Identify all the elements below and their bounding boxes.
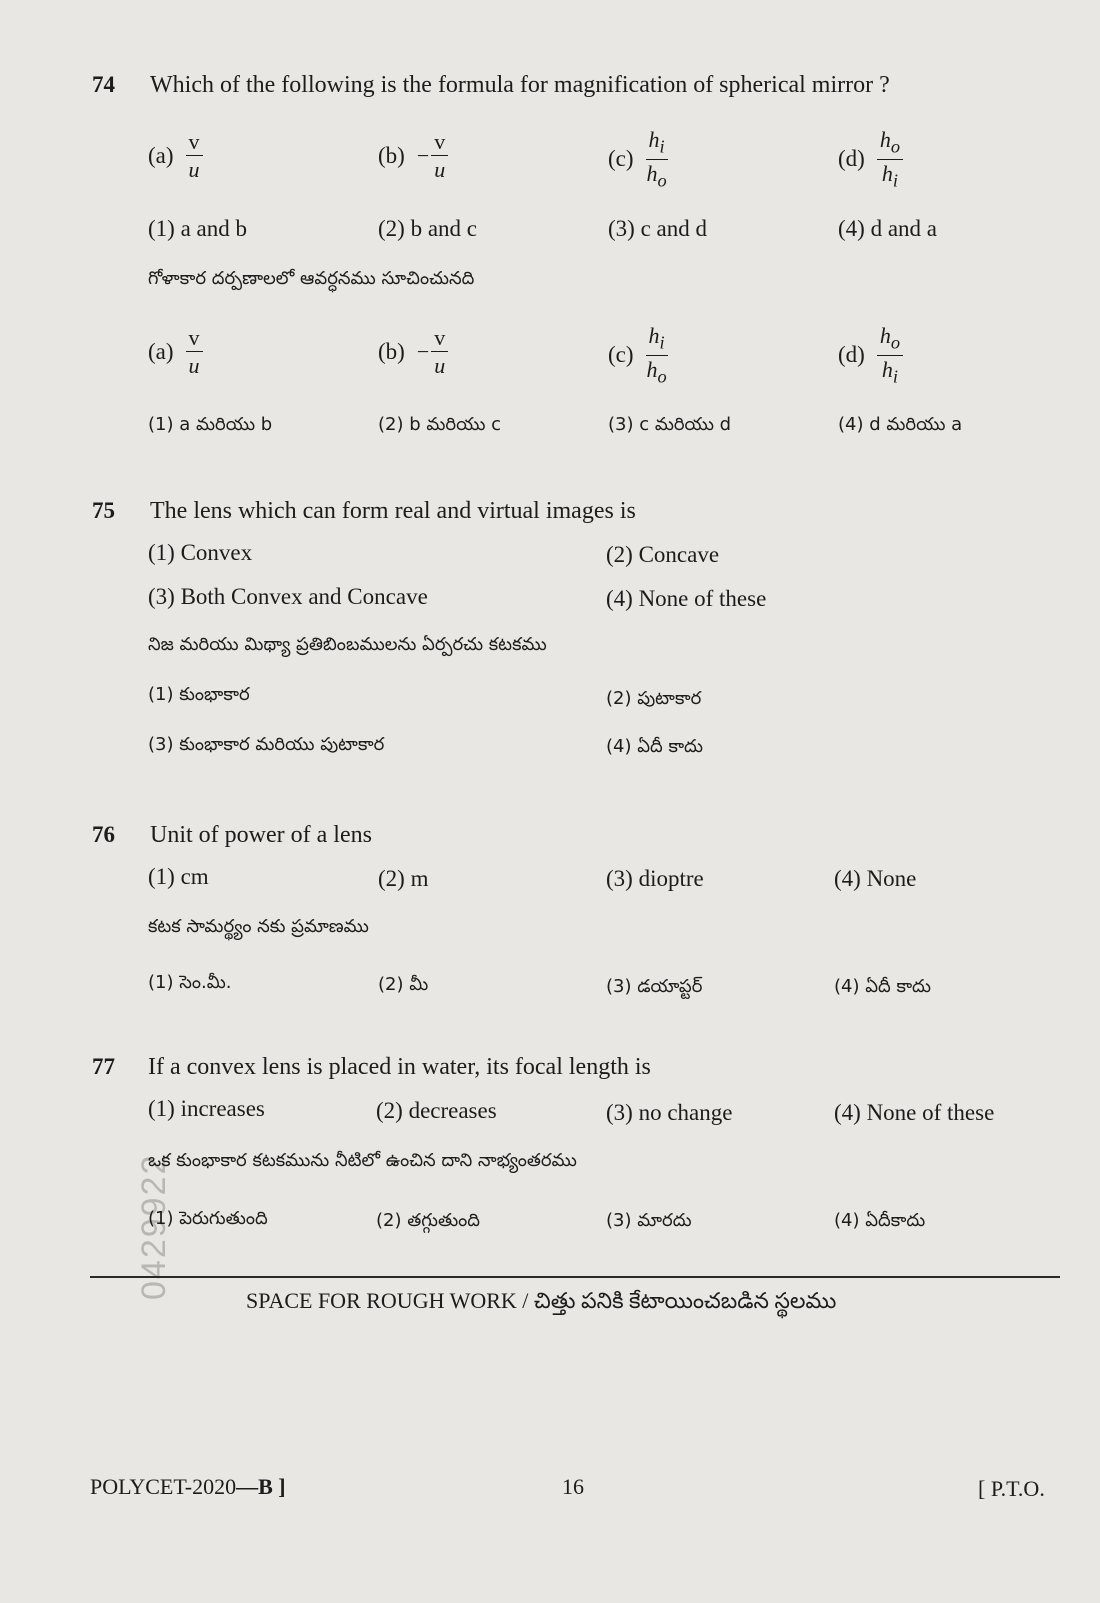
- option-76-1-te: (1) సెం.మీ.: [148, 972, 232, 993]
- option-77-3-te: (3) మారదు: [606, 1210, 692, 1231]
- subscript: i: [659, 136, 665, 157]
- subscript: i: [659, 332, 665, 353]
- divider-line: [90, 1276, 1060, 1278]
- question-text-76: Unit of power of a lens: [150, 822, 372, 848]
- option-77-1-te: (1) పెరుగుతుంది: [148, 1208, 268, 1229]
- denominator: u: [188, 157, 200, 183]
- option-77-2-te: (2) తగ్గుతుంది: [376, 1210, 481, 1231]
- numerator: h: [648, 127, 660, 152]
- rough-work-label: SPACE FOR ROUGH WORK / చిత్తు పనికి కేటాయించబడిన స్థలము: [246, 1288, 837, 1313]
- fraction: [877, 324, 903, 386]
- formula-label: (b): [378, 142, 405, 168]
- watermark-serial: 0429922: [135, 1153, 173, 1300]
- option-77-4: (4) None of these: [834, 1100, 995, 1125]
- numerator: v: [186, 130, 203, 156]
- fraction: [431, 326, 448, 377]
- question-text-74: Which of the following is the formula for magnification of spherical mirror ?: [150, 72, 890, 98]
- fraction: [186, 130, 203, 181]
- formula-label: (c): [608, 146, 634, 172]
- option-74-2: (2) b and c: [378, 216, 477, 241]
- denominator: u: [188, 353, 200, 379]
- fraction: [186, 326, 203, 377]
- denominator: h: [881, 160, 893, 186]
- option-77-2: (2) decreases: [376, 1098, 497, 1123]
- formula-a: [148, 130, 203, 181]
- fraction: [646, 324, 668, 386]
- subscript: o: [657, 366, 667, 387]
- denominator: u: [434, 353, 446, 379]
- option-77-4-te: (4) ఏదీకాదు: [834, 1210, 926, 1231]
- footer-code: [90, 1474, 286, 1500]
- option-75-4: (4) None of these: [606, 586, 767, 611]
- denominator: h: [646, 160, 658, 186]
- formula-b-te: [378, 326, 448, 377]
- minus-sign: −: [416, 338, 430, 364]
- numerator: h: [648, 323, 660, 348]
- fraction: [877, 128, 903, 190]
- subscript: o: [890, 136, 900, 157]
- exam-code: POLYCET-2020: [90, 1474, 237, 1499]
- option-74-1-te: (1) a మరియు b: [148, 414, 273, 435]
- option-75-2: (2) Concave: [606, 542, 720, 567]
- numerator: h: [879, 323, 891, 348]
- formula-label: (d): [838, 146, 865, 172]
- question-text-75: The lens which can form real and virtual images is: [150, 498, 636, 524]
- question-text-75-te: నిజ మరియు మిథ్యా ప్రతిబింబములను ఏర్పరచు కటకము: [148, 634, 547, 655]
- formula-d: [838, 128, 903, 190]
- formula-c-te: [608, 324, 668, 386]
- question-text-76-te: కటక సామర్థ్యం నకు ప్రమాణము: [148, 916, 369, 937]
- subscript: o: [657, 170, 667, 191]
- fraction: [431, 130, 448, 181]
- formula-label: (c): [608, 342, 634, 368]
- subscript: i: [892, 170, 898, 191]
- formula-c: [608, 128, 668, 190]
- option-76-2: (2) m: [378, 866, 429, 891]
- set-code: —B ]: [236, 1474, 286, 1499]
- question-number-75: 75: [92, 498, 115, 523]
- subscript: i: [892, 366, 898, 387]
- option-75-3-te: (3) కుంభాకార మరియు పుటాకార: [148, 734, 385, 755]
- numerator: v: [431, 326, 448, 352]
- formula-d-te: [838, 324, 903, 386]
- option-75-2-te: (2) పుటాకార: [606, 688, 702, 709]
- numerator: v: [186, 326, 203, 352]
- option-76-1: (1) cm: [148, 864, 209, 889]
- question-number-77: 77: [92, 1054, 115, 1079]
- option-77-3: (3) no change: [606, 1100, 733, 1125]
- formula-label: (a): [148, 142, 174, 168]
- denominator: u: [434, 157, 446, 183]
- formula-a-te: [148, 326, 203, 377]
- numerator: h: [879, 127, 891, 152]
- option-74-3: (3) c and d: [608, 216, 707, 241]
- formula-label: (d): [838, 342, 865, 368]
- option-74-1: (1) a and b: [148, 216, 247, 241]
- question-text-77-te: ఒక కుంభాకార కటకమును నీటిలో ఉంచిన దాని నాభ్యంతరము: [148, 1150, 577, 1171]
- formula-label: (a): [148, 338, 174, 364]
- option-75-1-te: (1) కుంభాకార: [148, 684, 250, 705]
- formula-b: [378, 130, 448, 181]
- denominator: h: [646, 356, 658, 382]
- question-text-77: If a convex lens is placed in water, its focal length is: [148, 1054, 651, 1080]
- option-77-1: (1) increases: [148, 1096, 265, 1121]
- minus-sign: −: [416, 142, 430, 168]
- option-74-4-te: (4) d మరియు a: [838, 414, 963, 435]
- option-76-4-te: (4) ఏదీ కాదు: [834, 976, 931, 997]
- formula-label: (b): [378, 338, 405, 364]
- question-number-74: 74: [92, 72, 115, 97]
- subscript: o: [890, 332, 900, 353]
- question-text-74-te: గోళాకార దర్పణాలలో ఆవర్ధనము సూచించునది: [148, 268, 475, 289]
- denominator: h: [881, 356, 893, 382]
- option-75-1: (1) Convex: [148, 540, 253, 565]
- numerator: v: [431, 130, 448, 156]
- option-74-4: (4) d and a: [838, 216, 937, 241]
- pto-label: [ P.T.O.: [978, 1476, 1045, 1501]
- option-76-2-te: (2) మీ: [378, 974, 429, 995]
- question-number-76: 76: [92, 822, 115, 847]
- option-74-2-te: (2) b మరియు c: [378, 414, 502, 435]
- option-76-3-te: (3) డయాప్టర్: [606, 976, 703, 997]
- page-number: 16: [562, 1474, 584, 1499]
- option-76-4: (4) None: [834, 866, 917, 891]
- fraction: [646, 128, 668, 190]
- option-75-3: (3) Both Convex and Concave: [148, 584, 428, 609]
- option-76-3: (3) dioptre: [606, 866, 704, 891]
- option-74-3-te: (3) c మరియు d: [608, 414, 732, 435]
- option-75-4-te: (4) ఏదీ కాదు: [606, 736, 703, 757]
